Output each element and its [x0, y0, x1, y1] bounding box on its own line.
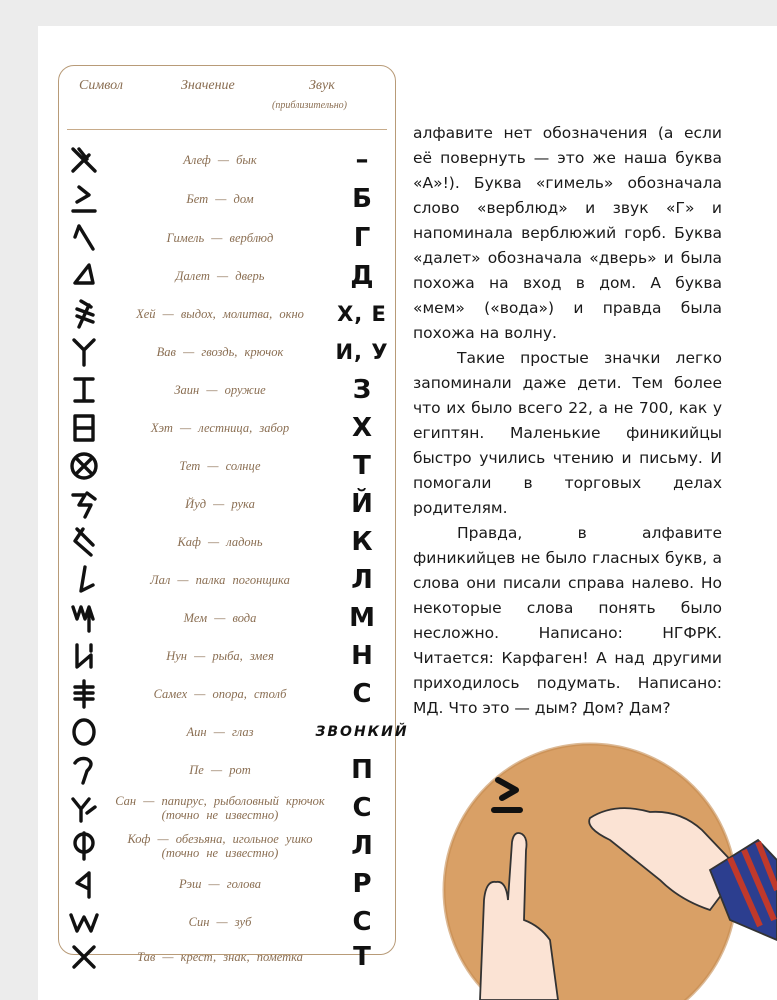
row-sound: П: [351, 755, 373, 785]
tav-glyph-icon: [59, 938, 109, 976]
table-row: [59, 485, 395, 523]
kaf-glyph-icon: [59, 523, 109, 561]
header-sound-note: (приблизительно): [272, 100, 347, 111]
resh-glyph-icon: [59, 865, 109, 903]
row-sound: М: [349, 603, 375, 633]
row-meaning: Самех — опора, столб: [153, 687, 287, 701]
yod-glyph-icon: [59, 485, 109, 523]
row-meaning: Син — зуб: [188, 915, 252, 929]
table-row: [59, 827, 395, 865]
table-row: [59, 371, 395, 409]
table-row: [59, 333, 395, 371]
sade-glyph-icon: [59, 789, 109, 827]
he-glyph-icon: [59, 295, 109, 333]
row-meaning: Хей — выдох, молитва, окно: [136, 307, 304, 321]
paragraph-1: алфавите нет обозначения (а если её повернуть — это же наша буква «А»!). Буква «гимель» обозначала слово «верблюд» и звук «Г» и напоминала верблюжий горб. Буква «далет» обозначала «дверь» и была похожа на вход в дом. А буква «мем» («вода») и правда была похожа на волну.: [413, 124, 722, 342]
row-sound: Т: [353, 942, 371, 972]
row-sound: Г: [353, 223, 371, 253]
row-meaning: Далет — дверь: [175, 269, 265, 283]
table-row: [59, 637, 395, 675]
table-row: [59, 523, 395, 561]
paragraph-3: Правда, в алфавите финикийцев не было гласных букв, а слова они писали справа налево. Но некоторые слова понять было несложно. Написано: НГФРК. Читается: Карфаген! А над другими приходилось подумать. Написано: МД. Что это — дым? Дом? Дам?: [413, 524, 722, 717]
row-meaning: Лал — палка погонщика: [150, 573, 290, 587]
aleph-glyph-icon: [59, 141, 109, 179]
row-sound: Л: [351, 831, 373, 861]
row-sound: –: [355, 145, 369, 175]
row-sound: С: [352, 907, 372, 937]
header-divider: [67, 129, 387, 130]
bet-glyph-icon: [59, 180, 109, 218]
row-meaning: Рэш — голова: [178, 877, 262, 891]
table-row: [59, 751, 395, 789]
row-meaning: Коф — обезьяна, игольное ушко (точно не известно): [127, 832, 313, 860]
header-meaning: Значение: [181, 78, 235, 93]
table-row: [59, 903, 395, 941]
samekh-glyph-icon: [59, 675, 109, 713]
row-sound: С: [352, 679, 372, 709]
row-meaning: Каф — ладонь: [177, 535, 263, 549]
table-row: [59, 713, 409, 751]
row-sound: Д: [350, 261, 374, 291]
row-meaning: Сан — папирус, рыболовный крючок (точно не известно): [115, 794, 325, 822]
table-row: [59, 257, 395, 295]
row-sound: Т: [353, 451, 371, 481]
het-glyph-icon: [59, 409, 109, 447]
row-sound: К: [351, 527, 373, 557]
lamed-glyph-icon: [59, 561, 109, 599]
row-sound: Х: [351, 413, 373, 443]
alphabet-table: [58, 65, 409, 972]
row-sound: И, У: [335, 340, 389, 364]
row-sound: З: [352, 375, 372, 405]
row-meaning: Аин — глаз: [186, 725, 254, 739]
row-meaning: Алеф — бык: [183, 153, 257, 167]
table-row: [59, 180, 395, 218]
dalet-glyph-icon: [59, 257, 109, 295]
row-sound: Р: [352, 869, 372, 899]
row-meaning: Пе — рот: [189, 763, 251, 777]
body-text: [413, 121, 722, 721]
shin-glyph-icon: [59, 903, 109, 941]
row-sound: ЗВОНКИЙ: [315, 724, 409, 740]
row-meaning: Гимель — верблюд: [166, 231, 274, 245]
row-sound: Б: [352, 184, 372, 214]
row-meaning: Йуд — рука: [185, 497, 255, 511]
paragraph-2: Такие простые значки легко запоминали даже дети. Тем более что их было всего 22, а не 700, как у египтян. Маленькие финикийцы быстро учились чтению и письму. И помогали в торговых делах родителям.: [413, 349, 722, 517]
row-sound: Н: [351, 641, 373, 671]
row-sound: Л: [351, 565, 373, 595]
row-meaning: Хэт — лестница, забор: [150, 421, 290, 435]
row-sound: С: [352, 793, 372, 823]
gimel-glyph-icon: [59, 219, 109, 257]
table-row: [59, 141, 395, 179]
hands-illustration-icon: [440, 730, 777, 1000]
qof-glyph-icon: [59, 827, 109, 865]
table-row: [59, 447, 395, 485]
header-symbol: Символ: [79, 78, 123, 93]
row-meaning: Нун — рыба, змея: [166, 649, 274, 663]
zayin-glyph-icon: [59, 371, 109, 409]
mem-glyph-icon: [59, 599, 109, 637]
ayin-glyph-icon: [59, 713, 109, 751]
table-row: [59, 938, 395, 974]
table-row: [59, 409, 395, 447]
row-sound: Х, Е: [337, 302, 387, 326]
row-meaning: Тав — крест, знак, пометка: [137, 950, 303, 964]
table-row: [59, 295, 395, 333]
nun-glyph-icon: [59, 637, 109, 675]
row-meaning: Вав — гвоздь, крючок: [156, 345, 284, 359]
table-row: [59, 219, 395, 257]
table-row: [59, 561, 395, 599]
vav-glyph-icon: [59, 333, 109, 371]
row-meaning: Тет — солнце: [179, 459, 261, 473]
table-row: [59, 599, 395, 637]
row-meaning: Мем — вода: [183, 611, 257, 625]
row-sound: Й: [351, 489, 373, 519]
table-row: [59, 675, 395, 713]
table-row: [59, 865, 395, 903]
row-meaning: Заин — оружие: [174, 383, 266, 397]
tet-glyph-icon: [59, 447, 109, 485]
pe-glyph-icon: [59, 751, 109, 789]
table-row: [59, 789, 395, 827]
header-sound: Звук: [309, 78, 335, 93]
row-meaning: Бет — дом: [186, 192, 254, 206]
